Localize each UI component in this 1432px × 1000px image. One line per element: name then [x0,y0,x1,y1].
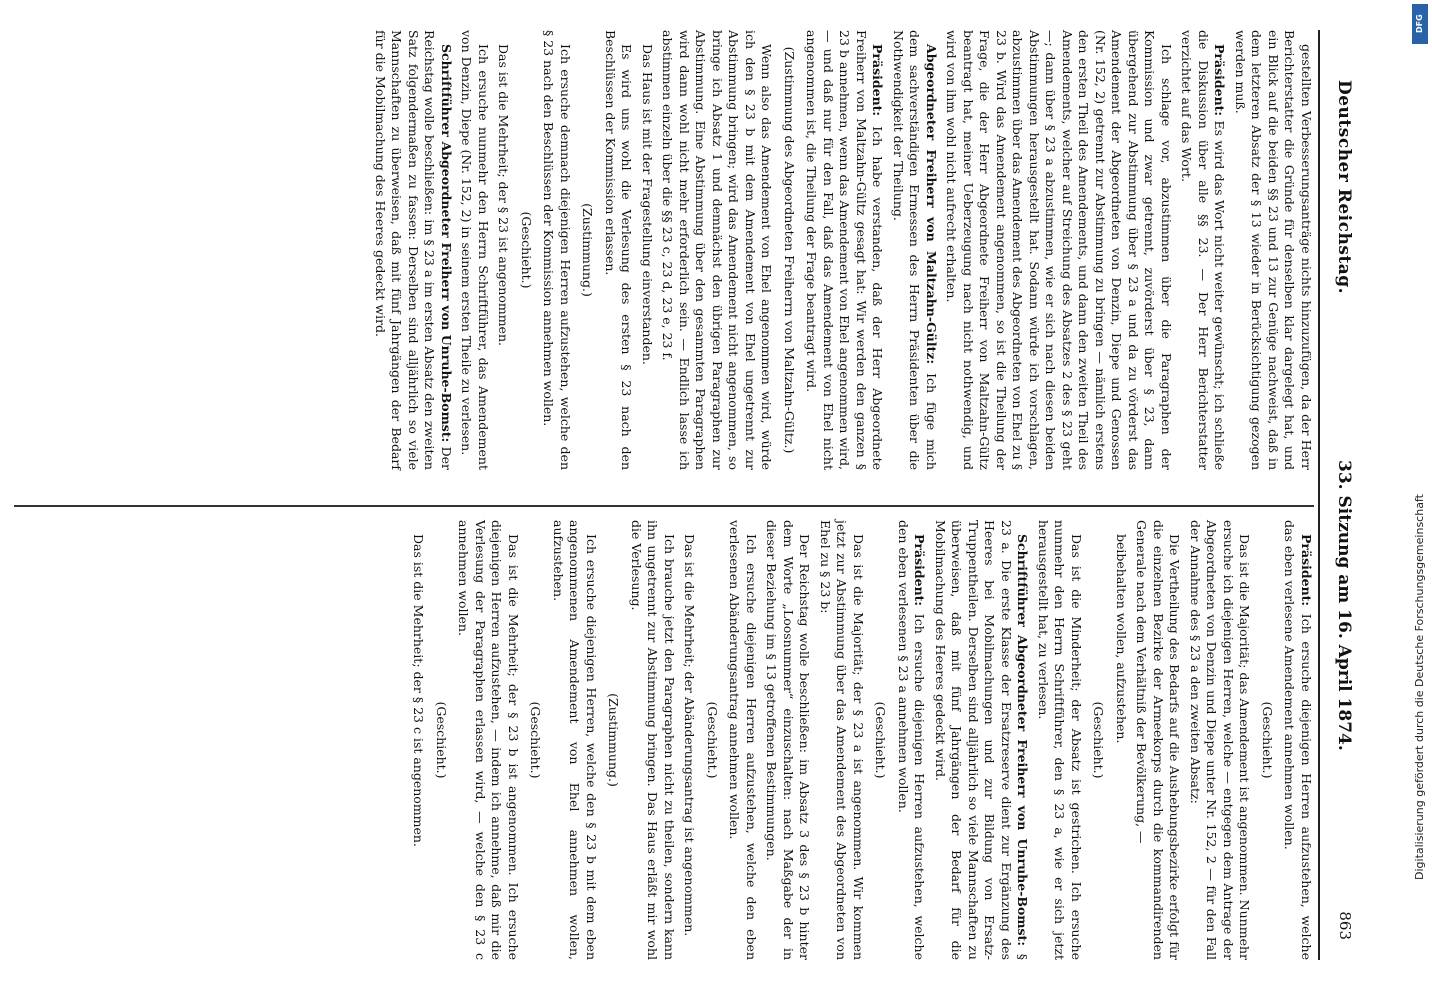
paragraph [1232,30,1315,470]
paragraph [681,520,698,960]
paragraph [943,30,1174,470]
paragraph [726,520,759,960]
paragraph-text: Das ist die Minderheit; der Absatz ist gestrichen. Ich ersuche nunmehr den Herrn Schriftführer, den § 23 a, wie er sich jetzt herausgestellt hat, zu verlesen. [1036,520,1084,960]
paragraph-text: (Zustimmung.) [580,203,596,297]
paragraph-text: Das ist die Majorität; der § 23 a ist angenommen. Wir kommen jetzt zur Abstimmung über das Amendement des Abgeordneten von Ehel zu § 23 b: [818,520,866,960]
paragraph-text: Ich habe verstanden, daß der Herr Abgeordnete Freiherr von Maltzahn-Gültz gesagt hat: Wir werden den ganzen § 23 b annehmen, wenn das Amendement von Ehel angenommen wird, — und daß nur für den Fall, daß das Amendement von Ehel nicht angenommen ist, die Theilung der Frage beantragt wird. [804,30,886,470]
paragraph-text: Ich ersuche diejenigen Herren aufzustehen, welche den eben verlesenen Abänderungsantrag annehmen wollen. [727,520,759,960]
speaker-name: Schriftführer Abgeordneter Freiherr von Unruhe-Bomst: [439,44,454,443]
paragraph [932,520,1031,960]
paragraph [458,30,491,470]
digitization-note: Digitalisierung gefördert durch die Deutsche Forschungsgemeinschaft [1413,494,1426,880]
paragraph-text: Das ist die Majorität; das Amendement ist angenommen. Nunmehr ersuche ich diejenigen Herren, welche — entgegen dem Antrage der Abgeordneten von Denzin und Diepe unter Nr. 152, 2 — für den Fall der Annahme des § 23 a den zweiten Absatz: [1188,520,1253,960]
stage-direction [872,520,889,960]
speaker-name: Schriftführer Abgeordneter Freiherr von Unruhe-Bomst: [1015,534,1031,946]
paragraph [602,30,635,470]
paragraph [372,30,455,470]
paragraph-text: Ich brauche jetzt den Paragraphen nicht zu theilen, sondern kann ihn ungetrennt zur Abstimmung bringen. Das Haus erläßt mir wohl die Verlesung. [629,520,677,960]
paragraph [550,520,600,960]
speaker-name: Präsident: [1299,534,1314,607]
paragraph-text: (Zustimmung.) [606,693,622,787]
paragraph-text: (Geschieht.) [1260,701,1275,779]
paragraph [410,520,427,960]
paragraph [1281,520,1314,960]
stage-direction [1259,520,1276,960]
paragraph-text: Es wird uns wohl die Verlesung des ersten § 23 nach den Beschlüssen der Kommission erlassen. [603,30,635,470]
header-title: Deutscher Reichstag. [1334,80,1354,295]
paragraph [1133,520,1183,960]
paragraph-text: Die Vertheilung des Bedarfs auf die Aushebungsbezirke erfolgt für die einzelnen Bezirke der Armeekorps durch die kommandirenden Generale nach dem Verhältniß der Bevölkerung, — [1134,520,1183,960]
paragraph-text: Ich ersuche diejenigen Herren aufzustehen, welche das eben verlesene Amendement annehmen wollen. [1282,520,1314,960]
stage-direction [433,520,450,960]
paragraph-text: Ich ersuche diejenigen Herren aufzustehen, welche den eben verlesenen § 23 a annehmen wollen. [896,520,928,960]
paragraph-text: Das ist die Mehrheit; der § 23 b ist angenommen. Ich ersuche diejenigen Herren aufzustehen, — indem ich annehme, daß mir die Verlesung der Paragraphen erlassen wird, — welche den § 23 c annehmen wollen. [456,520,521,960]
paragraph-text: gestellten Verbesserungsanträge nichts hinzuzufügen, da der Herr Berichterstatter die Gründe für denselben klar dargelegt hat, und ein Blick auf die beiden §§ 23 und 13 zur Genüge nachweist, daß in dem letzteren Absatz der § 13 wieder in Berücksichtigung gezogen werden muß. [1233,30,1314,470]
paragraph-text: (Zustimmung des Abgeordneten Freiherrn von Maltzahn-Gültz.) [782,46,797,454]
stage-direction [781,30,798,470]
paragraph-text: Das ist die Mehrheit; der § 23 c ist angenommen. [411,534,427,847]
paragraph-text: Das Haus ist mit der Fragestellung einverstanden. [640,44,655,365]
paragraph [1113,520,1130,960]
paragraph [1178,30,1228,470]
paragraph-text: (Geschieht.) [434,701,449,779]
left-column [368,30,1315,470]
paragraph-text: Der Reichstag wolle beschließen: im Absatz 3 des § 23 b hinter dem Worte „Loosnummer“ einzuschalten: nach Maßgabe der in dieser Beziehung im § 13 getroffenen Bestimmungen. [764,520,813,960]
paragraph-text: Ich ersuche nunmehr den Herrn Schriftführer, das Amendement von Denzin, Diepe (Nr. 152, 2) in seinem ersten Theile zu verlesen. [459,30,491,470]
stage-direction [1090,520,1107,960]
header-session: 33. Sitzung am 16. April 1874. [1334,460,1354,751]
speaker-name: Präsident: [1212,44,1228,117]
stage-direction [579,30,596,470]
paragraph-text: Ich ersuche demnach diejenigen Herren aufzustehen, welche den § 23 nach den Beschlüssen der Kommission annehmen wollen. [541,30,573,470]
paragraph-text: Ich füge mich dem sachverständigen Ermessen des Herrn Präsidenten über die Nothwendigkeit der Theilung. [891,30,939,470]
paragraph-text: beibehalten wollen, aufzustehen. [1114,534,1129,744]
paragraph-text: (Geschieht.) [519,211,534,289]
paragraph [763,520,813,960]
paragraph [495,30,512,470]
paragraph-text: Ich schlage vor, abzustimmen über die Paragraphen der Kommission und zwar getrennt, zuvörderst über § 23, dann übergehend zur Abstimmung über § 23 a und da zu vörderst das Amendement der Abgeordneten von Denzin, Diepe und Genossen (Nr. 152, 2) getrennt zur Abstimmung zu bringen — nämlich erstens den ersten Theil des Amendements, und dann den zweiten Theil des Amendements, welcher auf Streichung des Absatzes 2 des § 23 geht —; dann über § 23 a abzustimmen, wie er sich nach diesen beiden Abstimmungen herausgestellt hat. Sodann würde ich vorschlagen, abzustimmen über das Amendement des Abgeordneten von Ehel zu § 23 b. Wird das Amendement angenommen, so ist die Theilung der Frage, die der Herr Abgeordnete Freiherr von Maltzahn-Gültz beantragt hat, meiner Ueberzeugung nach nicht nothwendig, und wird von ihm wohl nicht aufrecht erhalten. [944,30,1174,470]
paragraph [639,30,656,470]
paragraph-text: Ich ersuche diejenigen Herren, welche den § 23 b mit dem eben angenommenen Amendement von Ehel annehmen wollen, aufzustehen. [551,520,599,960]
speaker-name: Abgeordneter Freiherr von Maltzahn-Gültz: [924,44,939,365]
page-number: 863 [1336,911,1354,940]
paragraph-text: (Geschieht.) [705,701,720,779]
paragraph-text: (Geschieht.) [873,701,889,779]
paragraph-text: Es wird das Wort nicht weiter gewünscht; ich schließe die Diskussion über alle §§ 23. — Der Herr Berichterstatter verzichtet auf das Wort. [1179,30,1228,470]
stage-direction [518,30,535,470]
paragraph [895,520,928,960]
dfg-logo: DFG [1412,4,1428,44]
paragraph-text: § 23 a. Die erste Klasse der Ersatzreserve dient zur Ergänzung des Heeres bei Mobilmachungen und zur Bildung von Ersatz-Truppentheilen. Derselben sind alljährlich so viele Mannschaften zu überweisen, daß mit fünf Jahrgängen der Bedarf für die Mobilmachung des Heeres gedeckt wird. [933,520,1031,960]
stage-direction [527,520,544,960]
page-header [1322,20,1362,980]
paragraph [659,30,775,470]
paragraph [1187,520,1253,960]
speaker-name: Präsident: [912,534,928,607]
speaker-name: Präsident: [870,44,886,117]
paragraph [1035,520,1085,960]
paragraph [455,520,521,960]
column-divider [14,505,1314,507]
paragraph-text: Der Reichstag wolle beschließen: im § 23 a im ersten Absatz den zweiten Satz folgendermaßen zu fassen: Derselben sind alljährlich so viele Mannschaften zu überweisen, daß mit fünf Jahrgängen der Bedarf für die Mobilmachung des Heeres gedeckt wird. [373,30,454,470]
stage-direction [704,520,721,960]
paragraph-text: Wenn also das Amendement von Ehel angenommen wird, würde ich den § 23 b mit dem Amendement von Ehel ungetrennt zur Abstimmung bringen; wird das Amendement nicht angenommen, so bringe ich Absatz 1 und demnächst den übrigen Paragraphen zur Abstimmung. Eine Abstimmung über den gesammten Paragraphen wird dann wohl nicht mehr erforderlich sein. — Endlich lasse ich abstimmen einzeln über die §§ 23 c, 23 d, 23 e, 23 f. [660,30,775,470]
paragraph-text: Das ist die Mehrheit; der § 23 ist angenommen. [496,44,512,346]
paragraph [803,30,886,470]
stage-direction [605,520,622,960]
paragraph-text: Das ist die Mehrheit; der Abänderungsantrag ist angenommen. [682,534,698,937]
paragraph [540,30,573,470]
paragraph [817,520,867,960]
paragraph-text: (Geschieht.) [528,701,544,779]
header-rule [1318,30,1320,960]
paragraph [890,30,940,470]
right-column [406,520,1314,960]
paragraph [628,520,678,960]
paragraph-text: (Geschieht.) [1091,701,1107,779]
